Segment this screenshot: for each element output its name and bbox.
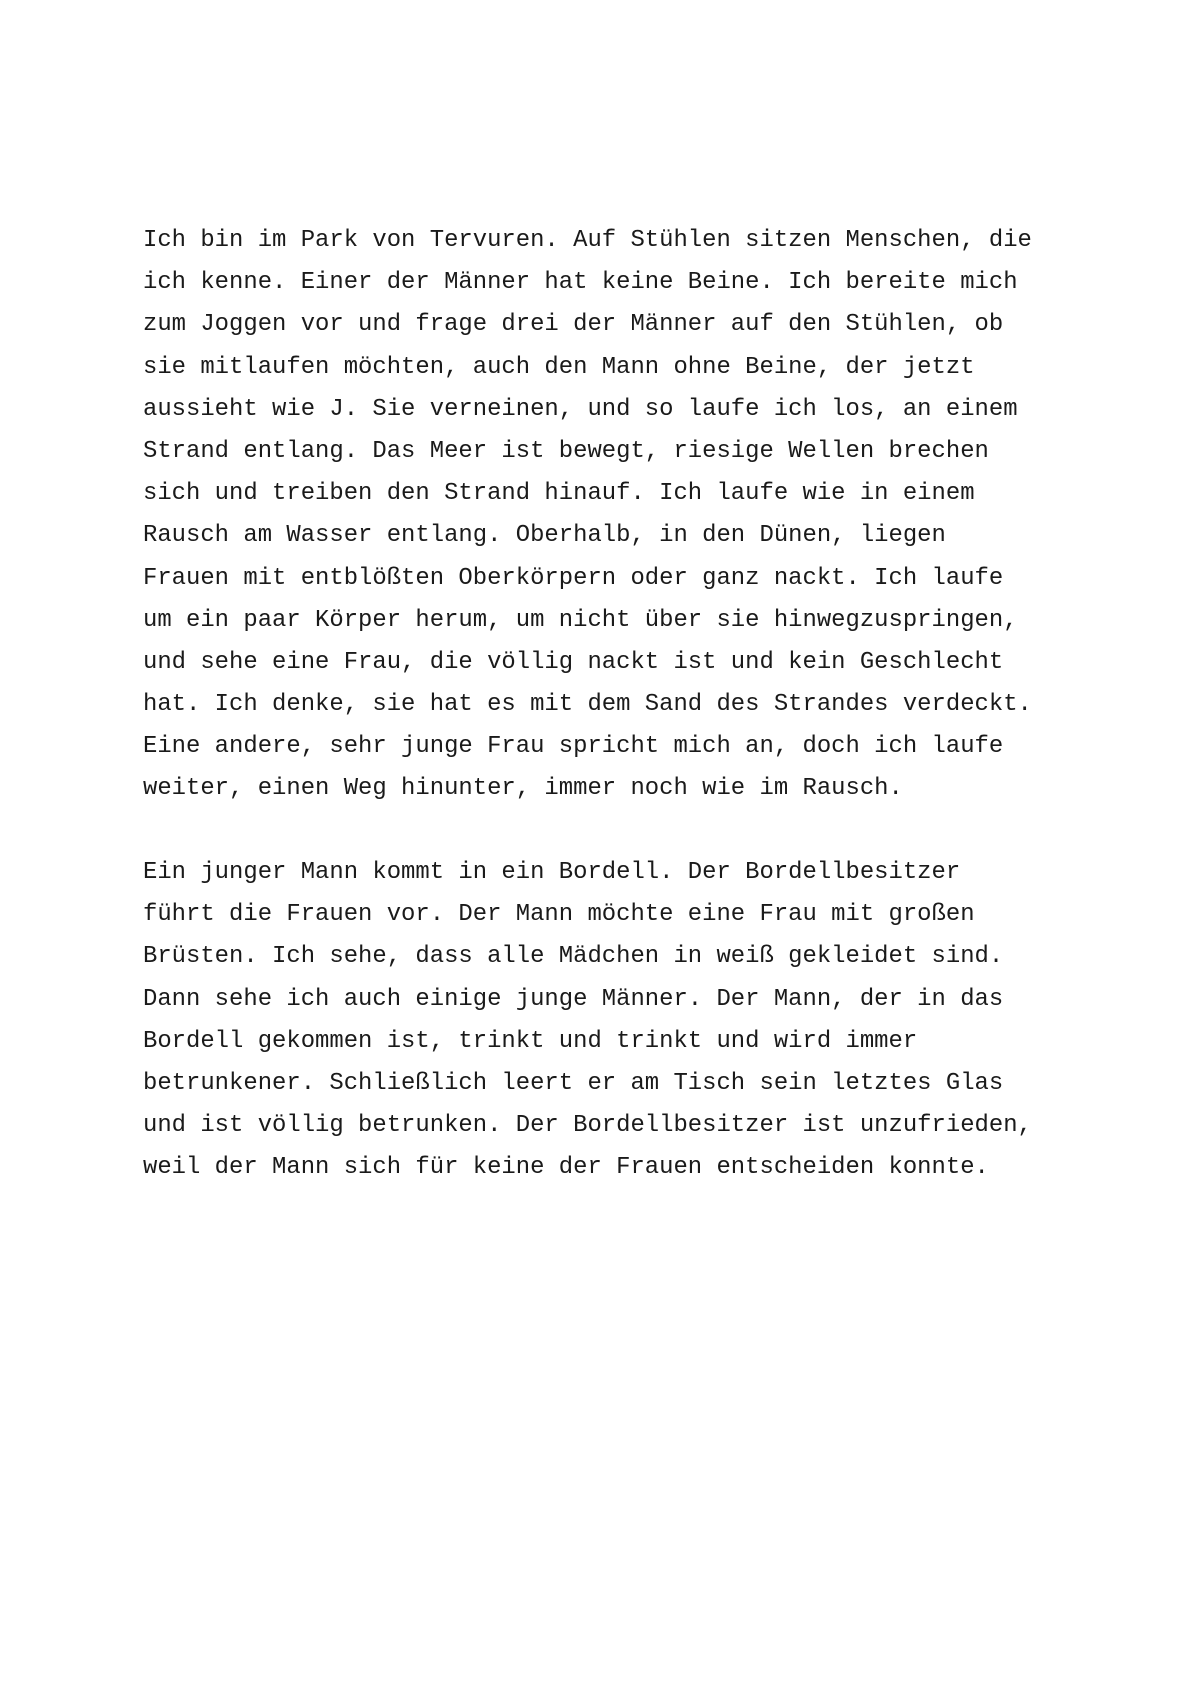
text-line: weiter, einen Weg hinunter, immer noch wie im Rausch. [143,775,903,803]
text-line: Dann sehe ich auch einige junge Männer. Der Mann, der in das [143,985,1004,1013]
text-line: sie mitlaufen möchten, auch den Mann ohne Beine, der jetzt [143,353,975,381]
text-line: Bordell gekommen ist, trinkt und trinkt und wird immer [143,1027,918,1055]
paragraph-park-dream [143,220,1063,811]
text-line: aussieht wie J. Sie verneinen, und so laufe ich los, an einem [143,395,1018,423]
text-line: ich kenne. Einer der Männer hat keine Beine. Ich bereite mich [143,269,1018,297]
text-line: Eine andere, sehr junge Frau spricht mich an, doch ich laufe [143,733,1004,761]
text-line: sich und treiben den Strand hinauf. Ich laufe wie in einem [143,480,975,508]
text-line: und ist völlig betrunken. Der Bordellbesitzer ist unzufrieden, [143,1112,1032,1140]
text-line: führt die Frauen vor. Der Mann möchte eine Frau mit großen [143,901,975,929]
text-line: weil der Mann sich für keine der Frauen entscheiden konnte. [143,1154,989,1182]
text-line: zum Joggen vor und frage drei der Männer auf den Stühlen, ob [143,311,1004,339]
text-line: Frauen mit entblößten Oberkörpern oder ganz nackt. Ich laufe [143,564,1004,592]
text-line: Ich bin im Park von Tervuren. Auf Stühlen sitzen Menschen, die [143,227,1032,254]
text-line: Strand entlang. Das Meer ist bewegt, riesige Wellen brechen [143,437,989,465]
text-line: Brüsten. Ich sehe, dass alle Mädchen in weiß gekleidet sind. [143,943,1004,971]
text-line: Rausch am Wasser entlang. Oberhalb, in den Dünen, liegen [143,522,946,550]
text-line: Ein junger Mann kommt in ein Bordell. Der Bordellbesitzer [143,859,961,886]
text-line: betrunkener. Schließlich leert er am Tisch sein letztes Glas [143,1069,1004,1097]
text-line: und sehe eine Frau, die völlig nackt ist und kein Geschlecht [143,648,1004,676]
text-line: um ein paar Körper herum, um nicht über sie hinwegzuspringen, [143,606,1018,634]
paragraph-bordell-dream [143,852,1063,1190]
text-line: hat. Ich denke, sie hat es mit dem Sand des Strandes verdeckt. [143,691,1032,719]
